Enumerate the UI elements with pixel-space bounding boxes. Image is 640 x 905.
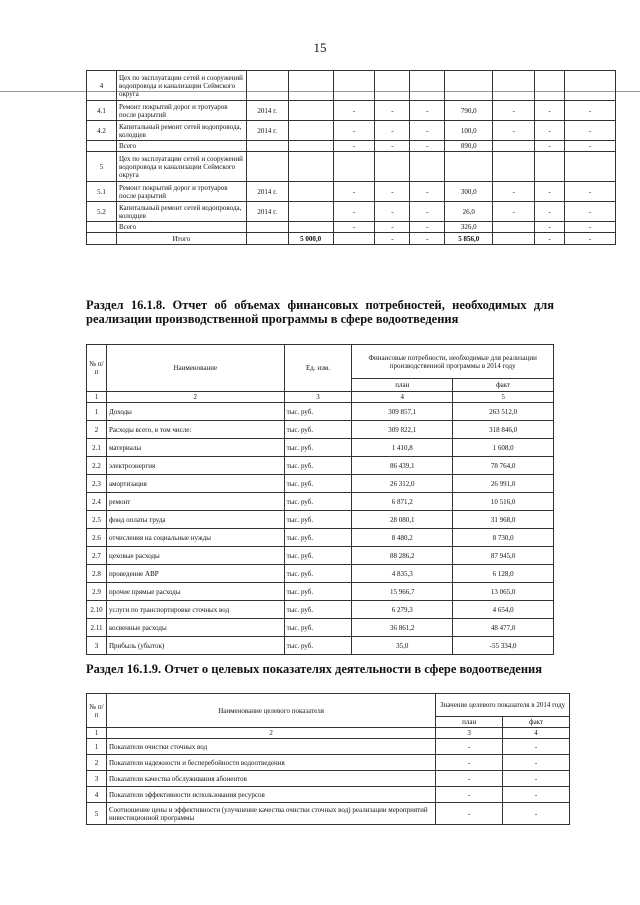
row-unit: тыс. руб. <box>284 637 352 655</box>
row-year <box>246 233 288 245</box>
header-plan: план <box>352 379 453 392</box>
fact-value: - <box>503 755 570 771</box>
value-cell: - <box>565 222 616 233</box>
row-unit: тыс. руб. <box>284 547 352 565</box>
value-cell <box>493 152 535 182</box>
plan-value: 4 835,3 <box>352 565 453 583</box>
row-unit: тыс. руб. <box>284 421 352 439</box>
row-name: Ремонт покрытий дорог и тротуаров после разрытий <box>116 101 246 121</box>
row-number: 2.6 <box>87 529 107 547</box>
plan-value: 8 480,2 <box>352 529 453 547</box>
table-row <box>87 771 570 787</box>
value-cell <box>375 71 410 101</box>
row-year: 2014 г. <box>246 182 288 202</box>
value-cell: - <box>535 141 565 152</box>
row-name: ремонт <box>106 493 284 511</box>
row-name: отчисления на социальные нужды <box>106 529 284 547</box>
value-cell <box>493 233 535 245</box>
row-name: электроэнергия <box>106 457 284 475</box>
table-row <box>87 475 554 493</box>
row-number: 5 <box>87 803 107 825</box>
indicator-name: Показатели качества обслуживания абонентов <box>106 771 435 787</box>
value-cell <box>288 121 333 141</box>
fact-value: 318 846,0 <box>453 421 554 439</box>
value-cell: - <box>375 202 410 222</box>
value-cell: - <box>565 233 616 245</box>
table-row <box>87 182 616 202</box>
row-number: 2 <box>87 421 107 439</box>
value-cell: - <box>375 121 410 141</box>
value-cell: - <box>493 202 535 222</box>
row-number: 5 <box>87 152 117 182</box>
index-cell: 2 <box>106 392 284 403</box>
value-cell: - <box>410 202 445 222</box>
financial-needs-table <box>86 344 554 655</box>
row-unit: тыс. руб. <box>284 493 352 511</box>
plan-value: - <box>436 787 503 803</box>
indicator-name: Показатели эффективности использования ресурсов <box>106 787 435 803</box>
value-cell: - <box>375 233 410 245</box>
fact-value: 10 516,0 <box>453 493 554 511</box>
row-name: материалы <box>106 439 284 457</box>
row-name: услуги по транспортировке сточных вод <box>106 601 284 619</box>
row-unit: тыс. руб. <box>284 565 352 583</box>
value-cell: 100,0 <box>445 121 493 141</box>
value-cell <box>333 152 375 182</box>
plan-value: 309 822,1 <box>352 421 453 439</box>
row-number: 2.8 <box>87 565 107 583</box>
index-cell: 4 <box>503 728 570 739</box>
table-row <box>87 565 554 583</box>
row-number: 2 <box>87 755 107 771</box>
header-indicator-name: Наименование целевого показателя <box>106 694 435 728</box>
value-cell <box>288 101 333 121</box>
row-number: 4 <box>87 787 107 803</box>
index-cell: 3 <box>284 392 352 403</box>
index-cell: 5 <box>453 392 554 403</box>
row-name: Итого <box>116 233 246 245</box>
section-16-1-8-heading: Раздел 16.1.8. Отчет об объемах финансовых потребностей, необходимых для реализации производственной программы в сфере водоотведения <box>86 298 554 326</box>
value-cell: 890,0 <box>445 141 493 152</box>
plan-value: 35,0 <box>352 637 453 655</box>
fact-value: 6 128,0 <box>453 565 554 583</box>
fact-value: 78 764,0 <box>453 457 554 475</box>
value-cell <box>288 71 333 101</box>
row-number: 2.7 <box>87 547 107 565</box>
value-cell: - <box>565 101 616 121</box>
row-number: 5.1 <box>87 182 117 202</box>
value-cell: - <box>333 182 375 202</box>
fact-value: 4 654,0 <box>453 601 554 619</box>
value-cell <box>493 222 535 233</box>
value-cell: - <box>410 121 445 141</box>
value-cell: - <box>333 222 375 233</box>
value-cell <box>565 152 616 182</box>
value-cell <box>493 141 535 152</box>
plan-value: 28 080,1 <box>352 511 453 529</box>
row-number: 2.10 <box>87 601 107 619</box>
page-number: 15 <box>313 40 327 55</box>
value-cell: - <box>375 222 410 233</box>
row-name: Всего <box>116 222 246 233</box>
value-cell: - <box>410 141 445 152</box>
value-cell: - <box>493 121 535 141</box>
value-cell <box>333 233 375 245</box>
row-unit: тыс. руб. <box>284 619 352 637</box>
value-cell: - <box>493 182 535 202</box>
value-cell: - <box>565 121 616 141</box>
table-row <box>87 583 554 601</box>
table-row <box>87 739 570 755</box>
table-row <box>87 233 616 245</box>
fact-value: 48 477,0 <box>453 619 554 637</box>
target-indicators-table <box>86 693 570 825</box>
row-number <box>87 141 117 152</box>
value-cell: - <box>535 121 565 141</box>
row-unit: тыс. руб. <box>284 457 352 475</box>
header-indicator-value: Значение целевого показателя в 2014 году <box>436 694 570 717</box>
plan-value: - <box>436 771 503 787</box>
value-cell: 5 856,0 <box>445 233 493 245</box>
row-year: 2014 г. <box>246 121 288 141</box>
value-cell: - <box>535 101 565 121</box>
value-cell <box>535 152 565 182</box>
plan-value: 309 857,1 <box>352 403 453 421</box>
row-name: амортизация <box>106 475 284 493</box>
table-row <box>87 755 570 771</box>
value-cell: - <box>410 233 445 245</box>
value-cell <box>535 71 565 101</box>
table-row <box>87 619 554 637</box>
value-cell: - <box>375 101 410 121</box>
table-row <box>87 439 554 457</box>
value-cell: - <box>333 141 375 152</box>
value-cell: - <box>493 101 535 121</box>
row-number: 2.2 <box>87 457 107 475</box>
row-number: 4.2 <box>87 121 117 141</box>
row-unit: тыс. руб. <box>284 475 352 493</box>
table-row <box>87 637 554 655</box>
index-cell: 1 <box>87 392 107 403</box>
row-name: цеховые расходы <box>106 547 284 565</box>
row-name: фонд оплаты труда <box>106 511 284 529</box>
row-number: 3 <box>87 771 107 787</box>
value-cell: - <box>565 141 616 152</box>
row-name: проведение АВР <box>106 565 284 583</box>
value-cell: - <box>535 233 565 245</box>
row-name: Ремонт покрытий дорог и тротуаров после разрытий <box>116 182 246 202</box>
table-row <box>87 601 554 619</box>
plan-value: 6 279,3 <box>352 601 453 619</box>
value-cell <box>288 152 333 182</box>
row-name: Цех по эксплуатации сетей и сооружений водопровода и канализации Сеймского округа <box>116 71 246 101</box>
row-unit: тыс. руб. <box>284 529 352 547</box>
table-row <box>87 222 616 233</box>
row-name: Капитальный ремонт сетей водопровода, колодцев <box>116 121 246 141</box>
value-cell: 790,0 <box>445 101 493 121</box>
table-row <box>87 787 570 803</box>
indicator-name: Показатели очистки сточных вод <box>106 739 435 755</box>
row-number: 2.11 <box>87 619 107 637</box>
value-cell: - <box>535 222 565 233</box>
plan-value: 86 439,1 <box>352 457 453 475</box>
value-cell: - <box>375 141 410 152</box>
row-number <box>87 233 117 245</box>
row-unit: тыс. руб. <box>284 403 352 421</box>
row-number: 1 <box>87 739 107 755</box>
fact-value: 87 945,0 <box>453 547 554 565</box>
header-plan: план <box>436 717 503 728</box>
row-number: 4 <box>87 71 117 101</box>
table-row <box>87 202 616 222</box>
row-name: Прибыль (убыток) <box>106 637 284 655</box>
row-number: 2.9 <box>87 583 107 601</box>
table-row <box>87 511 554 529</box>
row-year: 2014 г. <box>246 202 288 222</box>
value-cell: - <box>535 202 565 222</box>
table-row <box>87 121 616 141</box>
row-year <box>246 141 288 152</box>
plan-value: 1 410,8 <box>352 439 453 457</box>
index-cell: 1 <box>87 728 107 739</box>
fact-value: 26 991,0 <box>453 475 554 493</box>
row-name: прочие прямые расходы <box>106 583 284 601</box>
value-cell <box>288 182 333 202</box>
table-row <box>87 547 554 565</box>
value-cell <box>493 71 535 101</box>
row-number: 2.1 <box>87 439 107 457</box>
row-unit: тыс. руб. <box>284 583 352 601</box>
plan-value: 36 861,2 <box>352 619 453 637</box>
value-cell <box>565 71 616 101</box>
plan-value: 88 286,2 <box>352 547 453 565</box>
row-number: 1 <box>87 403 107 421</box>
row-number: 3 <box>87 637 107 655</box>
fact-value: - <box>503 771 570 787</box>
row-name: Расходы всего, в том числе: <box>106 421 284 439</box>
value-cell <box>410 71 445 101</box>
header-num: № п/п <box>87 345 107 392</box>
value-cell: - <box>565 202 616 222</box>
value-cell <box>375 152 410 182</box>
fact-value: - <box>503 787 570 803</box>
value-cell <box>445 152 493 182</box>
header-num: № п/п <box>87 694 107 728</box>
header-name: Наименование <box>106 345 284 392</box>
header-fact: факт <box>503 717 570 728</box>
row-name: Всего <box>116 141 246 152</box>
table-row <box>87 141 616 152</box>
indicator-name: Соотношение цены и эффективности (улучшение качества очистки сточных вод) реализации мероприятий инвестиционной программы <box>106 803 435 825</box>
row-unit: тыс. руб. <box>284 439 352 457</box>
value-cell: - <box>410 101 445 121</box>
value-cell <box>333 71 375 101</box>
index-cell: 4 <box>352 392 453 403</box>
plan-value: - <box>436 755 503 771</box>
fact-value: - <box>503 739 570 755</box>
value-cell: - <box>333 202 375 222</box>
fact-value: - <box>503 803 570 825</box>
plan-value: - <box>436 739 503 755</box>
row-year: 2014 г. <box>246 101 288 121</box>
table-row <box>87 71 616 101</box>
fact-value: 1 608,0 <box>453 439 554 457</box>
fact-value: -55 334,0 <box>453 637 554 655</box>
value-cell: - <box>410 182 445 202</box>
row-name: Доходы <box>106 403 284 421</box>
value-cell: 5 000,0 <box>288 233 333 245</box>
plan-value: - <box>436 803 503 825</box>
row-number: 2.3 <box>87 475 107 493</box>
table-row <box>87 403 554 421</box>
table-row <box>87 101 616 121</box>
row-unit: тыс. руб. <box>284 601 352 619</box>
value-cell <box>288 202 333 222</box>
value-cell: 326,0 <box>445 222 493 233</box>
value-cell: - <box>535 182 565 202</box>
table-row <box>87 152 616 182</box>
row-number: 2.4 <box>87 493 107 511</box>
row-number: 2.5 <box>87 511 107 529</box>
row-number: 5.2 <box>87 202 117 222</box>
row-number: 4.1 <box>87 101 117 121</box>
value-cell: 26,0 <box>445 202 493 222</box>
header-fact: факт <box>453 379 554 392</box>
row-name: Капитальный ремонт сетей водопровода, колодцев <box>116 202 246 222</box>
investment-table <box>86 70 616 245</box>
row-year <box>246 152 288 182</box>
value-cell <box>288 141 333 152</box>
header-unit: Ед. изм. <box>284 345 352 392</box>
plan-value: 6 871,2 <box>352 493 453 511</box>
value-cell <box>288 222 333 233</box>
fact-value: 31 968,0 <box>453 511 554 529</box>
table-row <box>87 493 554 511</box>
row-name: косвенные расходы <box>106 619 284 637</box>
value-cell <box>410 152 445 182</box>
section-16-1-9-heading: Раздел 16.1.9. Отчет о целевых показателях деятельности в сфере водоотведения <box>86 662 543 676</box>
plan-value: 15 966,7 <box>352 583 453 601</box>
row-number <box>87 222 117 233</box>
plan-value: 26 312,0 <box>352 475 453 493</box>
fact-value: 263 512,0 <box>453 403 554 421</box>
value-cell: 300,0 <box>445 182 493 202</box>
value-cell: - <box>565 182 616 202</box>
row-year <box>246 222 288 233</box>
indicator-name: Показатели надежности и бесперебойности водоотведения <box>106 755 435 771</box>
value-cell <box>445 71 493 101</box>
row-unit: тыс. руб. <box>284 511 352 529</box>
table-row <box>87 457 554 475</box>
table-row <box>87 529 554 547</box>
table-row <box>87 803 570 825</box>
index-cell: 3 <box>436 728 503 739</box>
value-cell: - <box>333 101 375 121</box>
value-cell: - <box>375 182 410 202</box>
value-cell: - <box>333 121 375 141</box>
fact-value: 13 065,0 <box>453 583 554 601</box>
table-row <box>87 421 554 439</box>
value-cell: - <box>410 222 445 233</box>
index-cell: 2 <box>106 728 435 739</box>
fact-value: 8 730,0 <box>453 529 554 547</box>
row-name: Цех по эксплуатации сетей и сооружений водопровода и канализации Сеймского округа <box>116 152 246 182</box>
row-year <box>246 71 288 101</box>
header-financial-needs: Финансовые потребности, необходимые для реализации производственной программы в 2014 году <box>352 345 554 379</box>
